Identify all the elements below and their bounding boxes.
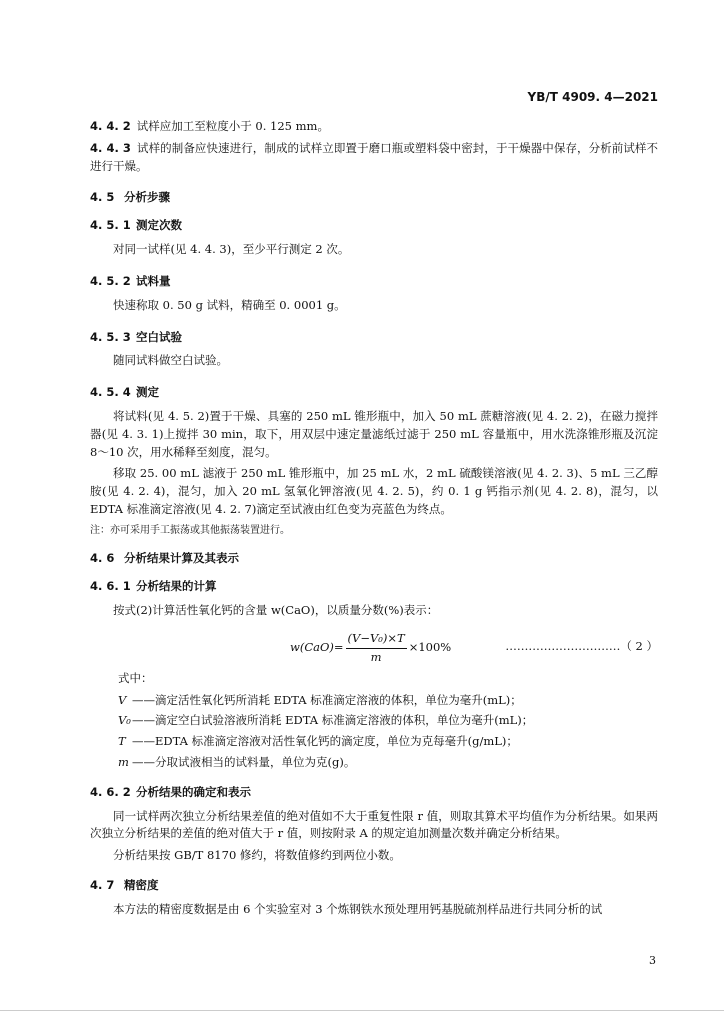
variable-item <box>118 754 658 772</box>
section-number: 4. 6. 1 <box>90 579 131 594</box>
variable-symbol: V <box>118 692 127 707</box>
note: 注：亦可采用手工振荡或其他振荡装置进行。 <box>90 524 290 536</box>
page-number: 3 <box>649 954 656 967</box>
paragraph: 按式(2)计算活性氧化钙的含量 w(CaO)，以质量分数(%)表示： <box>113 602 439 617</box>
section-4-7-heading <box>90 877 658 895</box>
formula-fraction <box>346 630 407 667</box>
section-4-5-3-heading <box>90 329 658 347</box>
formula-2 <box>90 624 658 668</box>
section-title: 测定次数 <box>136 218 182 233</box>
clause-4-4-2 <box>90 118 658 136</box>
document-code: YB/T 4909. 4—2021 <box>527 90 658 104</box>
formula-expression <box>290 630 451 667</box>
section-4-6-heading <box>90 550 658 568</box>
clause-number: 4. 4. 2 <box>90 119 131 133</box>
variable-item <box>118 692 658 710</box>
section-title: 分析步骤 <box>124 190 170 205</box>
section-title: 精密度 <box>124 878 159 893</box>
formula-lhs: w(CaO)= <box>290 640 344 655</box>
variable-symbol: m <box>118 755 129 769</box>
variable-symbol: T <box>118 734 126 749</box>
section-number: 4. 5. 2 <box>90 273 131 288</box>
formula-tail: ×100% <box>408 640 452 655</box>
where-label: 式中： <box>118 670 153 685</box>
clause-text: 试样应加工至粒度小于 0. 125 mm。 <box>136 119 329 133</box>
variable-description: ——EDTA 标准滴定溶液对活性氧化钙的滴定度，单位为克每毫升(g/mL)； <box>132 734 518 749</box>
section-number: 4. 5 <box>90 190 115 205</box>
variable-description: ——滴定空白试验溶液所消耗 EDTA 标准滴定溶液的体积，单位为毫升(mL)； <box>132 713 534 728</box>
section-4-5-2-heading <box>90 273 658 291</box>
paragraph: 快速称取 0. 50 g 试料，精确至 0. 0001 g。 <box>113 297 346 312</box>
variable-list <box>118 692 658 772</box>
paragraph: 随同试料做空白试验。 <box>113 353 228 368</box>
variable-item <box>118 712 658 730</box>
section-4-6-1-heading <box>90 578 658 596</box>
section-number: 4. 7 <box>90 878 115 893</box>
section-number: 4. 6 <box>90 551 115 566</box>
bottom-divider <box>0 1010 724 1011</box>
section-4-6-2-heading <box>90 784 658 802</box>
section-title: 分析结果的计算 <box>136 579 217 594</box>
paragraph: 将试料(见 4. 5. 2)置于干燥、具塞的 250 mL 锥形瓶中，加入 50 mL 蔗糖溶液(见 4. 2. 2)，在磁力搅拌器(见 4. 3. 1)上搅拌 30 min，取下，用双层中速定量滤纸过滤于 250 mL 容量瓶中，用水洗涤锥形瓶及沉淀 8～10 次，用水稀释至刻度，混匀。 <box>90 408 658 459</box>
section-4-5-4-heading <box>90 384 658 402</box>
document-body <box>90 118 658 923</box>
formula-denominator: m <box>370 649 382 664</box>
section-title: 分析结果计算及其表示 <box>124 551 239 566</box>
section-4-5-heading <box>90 189 658 207</box>
variable-description: ——滴定活性氧化钙所消耗 EDTA 标准滴定溶液的体积，单位为毫升(mL)； <box>132 692 522 707</box>
section-number: 4. 5. 1 <box>90 218 131 233</box>
paragraph: 移取 25. 00 mL 滤液于 250 mL 锥形瓶中，加 25 mL 水，2 mL 硫酸镁溶液(见 4. 2. 3)、5 mL 三乙醇胺(见 4. 2. 4)，混匀，加入 20 mL 氢氧化钾溶液(见 4. 2. 5)，约 0. 1 g 钙指示剂(见 4. 2. 8)，混匀，以 EDTA 标准滴定溶液(见 4. 2. 7)滴定至试液由红色变为亮蓝色为终点。 <box>90 466 658 516</box>
paragraph: 分析结果按 GB/T 8170 修约，将数值修约到两位小数。 <box>113 848 401 863</box>
section-4-5-1-heading <box>90 217 658 235</box>
section-number: 4. 5. 3 <box>90 329 131 344</box>
section-title: 试料量 <box>136 273 171 288</box>
equation-number: …………………………（ 2 ） <box>505 638 658 653</box>
section-title: 空白试验 <box>136 329 182 344</box>
section-number: 4. 6. 2 <box>90 784 131 799</box>
paragraph: 对同一试样(见 4. 4. 3)，至少平行测定 2 次。 <box>113 242 350 257</box>
section-title: 测定 <box>136 385 159 400</box>
paragraph: 本方法的精密度数据是由 6 个实验室对 3 个炼钢铁水预处理用钙基脱硫剂样品进行共同分析的试 <box>113 901 603 916</box>
paragraph: 同一试样两次独立分析结果差值的绝对值如不大于重复性限 r 值，则取其算术平均值作为分析结果。如果两次独立分析结果的差值的绝对值大于 r 值，则按附录 A 的规定追加测量次数并确定分析结果。 <box>90 808 658 841</box>
variable-description: ——分取试液相当的试料量，单位为克(g)。 <box>132 755 356 769</box>
clause-text: 试样的制备应快速进行，制成的试样立即置于磨口瓶或塑料袋中密封，于干燥器中保存，分析前试样不进行干燥。 <box>90 140 659 173</box>
clause-number: 4. 4. 3 <box>90 140 131 155</box>
formula-numerator: (V−V₀)×T <box>346 630 407 649</box>
variable-symbol: V₀ <box>118 713 131 728</box>
variable-item <box>118 733 658 751</box>
clause-4-4-3 <box>90 140 658 176</box>
section-title: 分析结果的确定和表示 <box>136 784 251 799</box>
section-number: 4. 5. 4 <box>90 385 131 400</box>
